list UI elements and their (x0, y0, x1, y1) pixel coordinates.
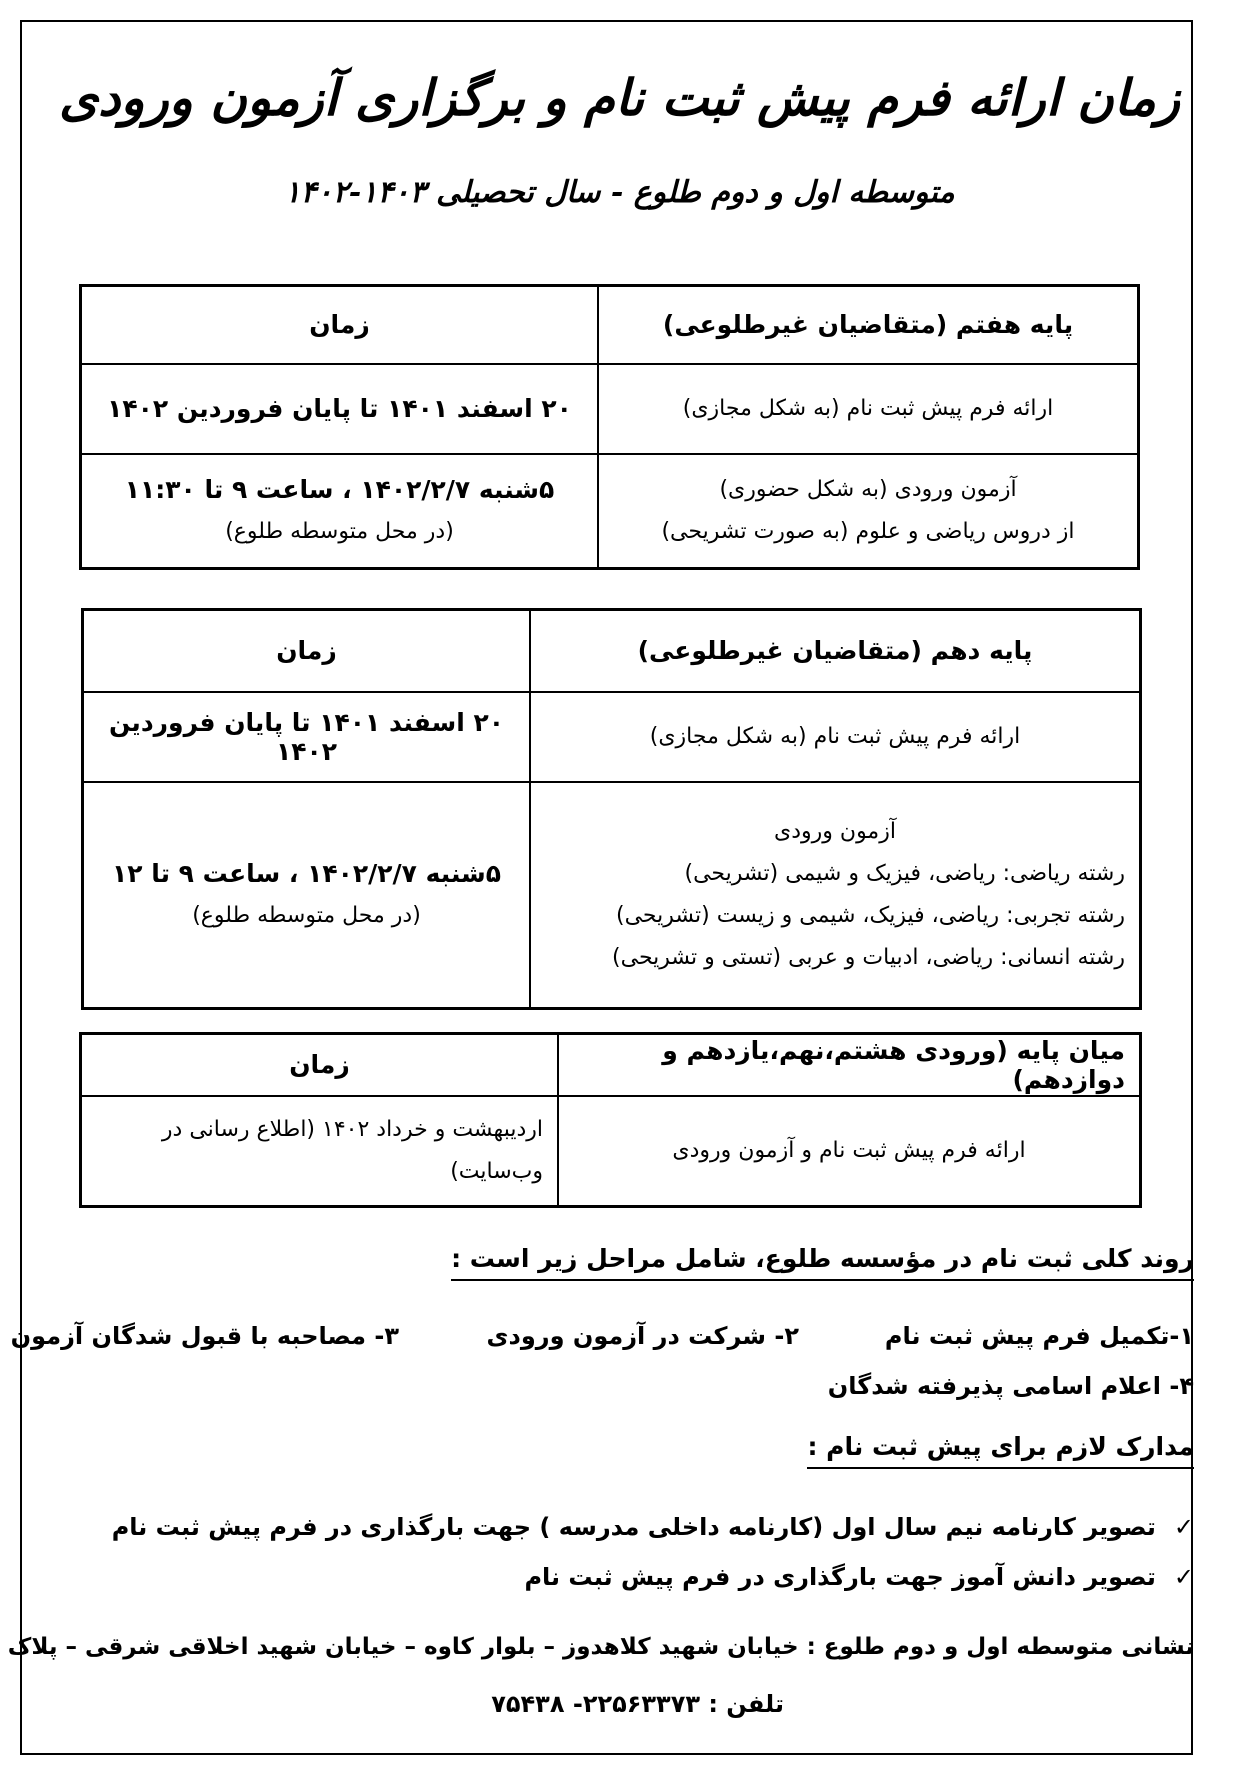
grade7-exam-line1: آزمون ورودی (به شکل حضوری) (719, 476, 1017, 502)
grade10-exam-cell (530, 782, 1141, 1009)
documents-item-1-text: تصویر کارنامه نیم سال اول (کارنامه داخلی مدرسه ) جهت بارگذاری در فرم پیش ثبت نام (111, 1513, 1156, 1541)
grade10-preregister-text: ارائه فرم پیش ثبت نام (به شکل مجازی) (649, 724, 1021, 749)
grade7-exam-time: ۵شنبه ۱۴۰۲/۲/۷ ، ساعت ۹ تا ۱۱:۳۰ (124, 474, 555, 504)
grade7-exam-cell (598, 454, 1139, 569)
contact-phone: تلفن : ۲۲۵۶۳۳۷۳- ۷۵۴۳۸ (491, 1690, 784, 1718)
grade7-preregister-cell (598, 364, 1139, 454)
documents-item-2 (524, 1563, 1194, 1591)
grade7-table (79, 284, 1140, 570)
midgrade-time-header: زمان (81, 1034, 559, 1096)
midgrade-header: میان پایه (ورودی هشتم،نهم،یازدهم و دوازدهم) (558, 1034, 1141, 1096)
grade10-time-header: زمان (83, 610, 531, 692)
midgrade-time-line1: اردیبهشت و خرداد ۱۴۰۲ (اطلاع رسانی در (161, 1116, 543, 1142)
grade10-exam-time-cell (83, 782, 531, 1009)
midgrade-preregister-cell (558, 1096, 1141, 1207)
grade10-table (81, 608, 1142, 1010)
midgrade-preregister-text: ارائه فرم پیش ثبت نام و آزمون ورودی (672, 1138, 1026, 1164)
grade7-exam-time-cell (81, 454, 599, 569)
contact-address: نشانی متوسطه اول و دوم طلوع : خیابان شهید کلاهدوز – بلوار کاوه – خیابان شهید اخلاقی شرقی – پلاک (7, 1634, 1194, 1660)
grade7-exam-line2: از دروس ریاضی و علوم (به صورت تشریحی) (661, 518, 1075, 544)
grade10-exam-math: رشته ریاضی: ریاضی، فیزیک و شیمی (تشریحی) (684, 860, 1125, 886)
process-heading: روند کلی ثبت نام در مؤسسه طلوع، شامل مراحل زیر است : (451, 1244, 1194, 1281)
grade10-exam-line1: آزمون ورودی (774, 818, 896, 844)
process-step-3: ۳- مصاحبه با قبول شدگان آزمون (10, 1322, 399, 1350)
grade10-exam-science: رشته تجربی: ریاضی، فیزیک، شیمی و زیست (تشریحی) (616, 902, 1125, 928)
process-step-4: ۴- اعلام اسامی پذیرفته شدگان (827, 1372, 1194, 1400)
documents-item-2-text: تصویر دانش آموز جهت بارگذاری در فرم پیش ثبت نام (524, 1563, 1156, 1591)
midgrade-time-line2: وب‌سایت) (450, 1158, 543, 1184)
midgrade-table (79, 1032, 1142, 1208)
grade7-time-header: زمان (81, 286, 599, 364)
grade7-preregister-text: ارائه فرم پیش ثبت نام (به شکل مجازی) (682, 396, 1054, 421)
grade10-exam-location: (در محل متوسطه طلوع) (192, 902, 421, 928)
grade7-exam-location: (در محل متوسطه طلوع) (225, 518, 454, 544)
page-title: زمان ارائه فرم پیش ثبت نام و برگزاری آزمون ورودی (58, 68, 1181, 127)
check-icon: ✓ (1173, 1513, 1194, 1541)
grade7-preregister-time: ۲۰ اسفند ۱۴۰۱ تا پایان فروردین ۱۴۰۲ (81, 364, 599, 454)
grade10-preregister-cell (530, 692, 1141, 782)
process-step-2: ۲- شرکت در آزمون ورودی (486, 1322, 799, 1350)
midgrade-time-cell (81, 1096, 559, 1207)
grade10-header: پایه دهم (متقاضیان غیرطلوعی) (530, 610, 1141, 692)
process-step-1: ۱-تکمیل فرم پیش ثبت نام (884, 1322, 1194, 1350)
documents-item-1 (112, 1513, 1194, 1541)
documents-heading: مدارک لازم برای پیش ثبت نام : (807, 1432, 1194, 1469)
page-subtitle: متوسطه اول و دوم طلوع - سال تحصیلی ۱۴۰۳-۱۴۰۲ (284, 175, 955, 210)
grade10-exam-time: ۵شنبه ۱۴۰۲/۲/۷ ، ساعت ۹ تا ۱۲ (111, 858, 502, 888)
check-icon: ✓ (1173, 1563, 1194, 1591)
grade7-header: پایه هفتم (متقاضیان غیرطلوعی) (598, 286, 1139, 364)
grade10-exam-humanities: رشته انسانی: ریاضی، ادبیات و عربی (تستی و تشریحی) (612, 944, 1125, 970)
grade10-preregister-time: ۲۰ اسفند ۱۴۰۱ تا پایان فروردین ۱۴۰۲ (83, 692, 531, 782)
